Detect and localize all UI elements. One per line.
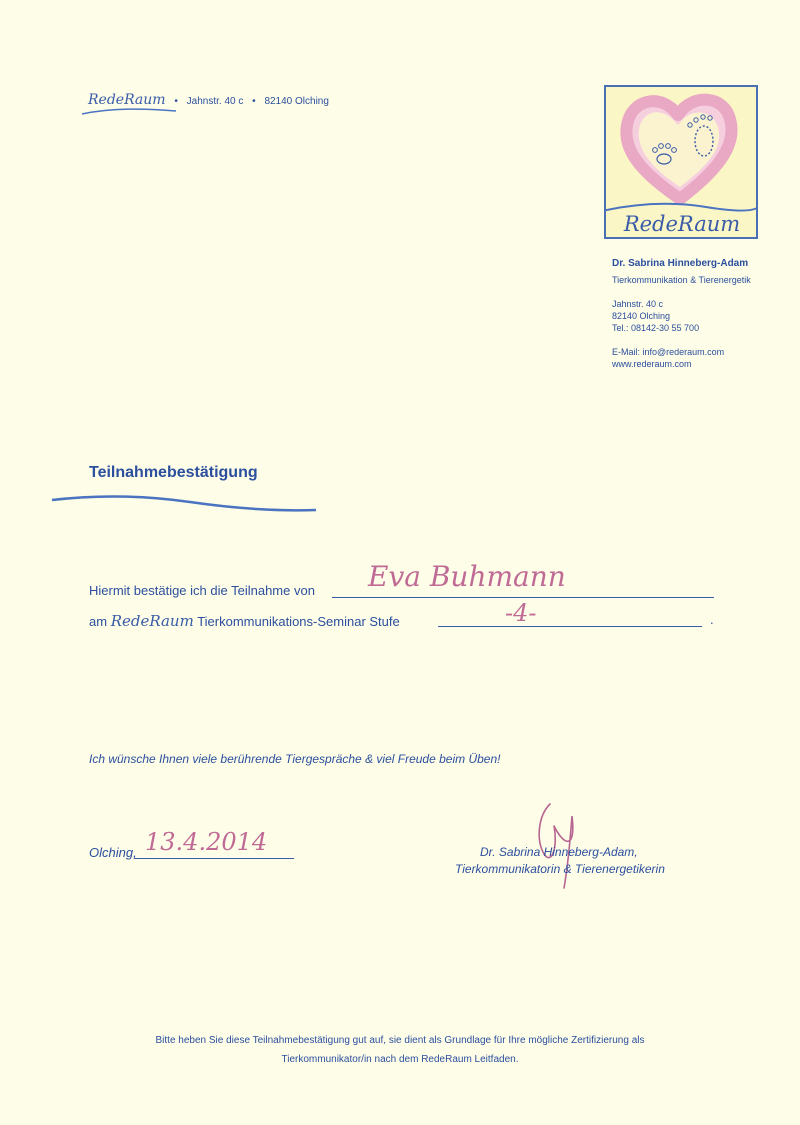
seminar-period: . <box>710 612 714 627</box>
handwritten-date: 13.4.2014 <box>145 828 268 856</box>
logo-brand-text: RedeRaum <box>623 212 741 236</box>
contact-city: 82140 Olching <box>612 311 671 321</box>
contact-block <box>612 258 751 370</box>
sender-city: 82140 Olching <box>264 96 329 107</box>
date-field <box>134 858 294 859</box>
seminar-stufe: -4- <box>505 599 537 627</box>
seminar-brand: RedeRaum <box>110 612 194 630</box>
sender-street: Jahnstr. 40 c <box>186 96 244 107</box>
footer-line-1: Bitte heben Sie diese Teilnahmebestätigung gut auf, sie dient als Grundlage für Ihre mögliche Zertifizierung als <box>155 1035 645 1046</box>
contact-name: Dr. Sabrina Hinneberg-Adam <box>612 258 749 269</box>
document-title: Teilnahmebestätigung <box>89 464 258 481</box>
seminar-text: Tierkommunikations-Seminar Stufe <box>197 614 400 629</box>
contact-profession: Tierkommunikation & Tierenergetik <box>612 275 751 285</box>
footer-line-2: Tierkommunikator/in nach dem RedeRaum Leitfaden. <box>281 1054 519 1065</box>
seminar-line <box>89 612 400 630</box>
signer-name: Dr. Sabrina Hinneberg-Adam, <box>480 845 638 859</box>
footer-note <box>60 1031 740 1069</box>
bullet-icon: • <box>174 96 178 107</box>
contact-phone: Tel.: 08142-30 55 700 <box>612 323 700 333</box>
stufe-field <box>438 626 702 627</box>
bullet-icon: • <box>252 96 256 107</box>
signer-title: Tierkommunikatorin & Tierenergetikerin <box>455 862 665 876</box>
participant-name-field <box>332 597 714 598</box>
seminar-prefix: am <box>89 614 108 629</box>
title-swoosh-icon <box>50 490 320 516</box>
sender-swoosh-icon <box>80 104 180 118</box>
contact-street: Jahnstr. 40 c <box>612 299 664 309</box>
signer-block <box>455 844 665 878</box>
wish-text: Ich wünsche Ihnen viele berührende Tiergespräche & viel Freude beim Üben! <box>89 752 501 766</box>
participant-name: Eva Buhmann <box>368 560 566 593</box>
contact-web: www.rederaum.com <box>612 359 692 369</box>
participation-prefix: Hiermit bestätige ich die Teilnahme von <box>89 583 315 598</box>
place-label: Olching, <box>89 845 137 860</box>
participation-line <box>89 583 315 598</box>
sender-brand: RedeRaum <box>88 92 166 108</box>
contact-email: E-Mail: info@rederaum.com <box>612 347 725 357</box>
